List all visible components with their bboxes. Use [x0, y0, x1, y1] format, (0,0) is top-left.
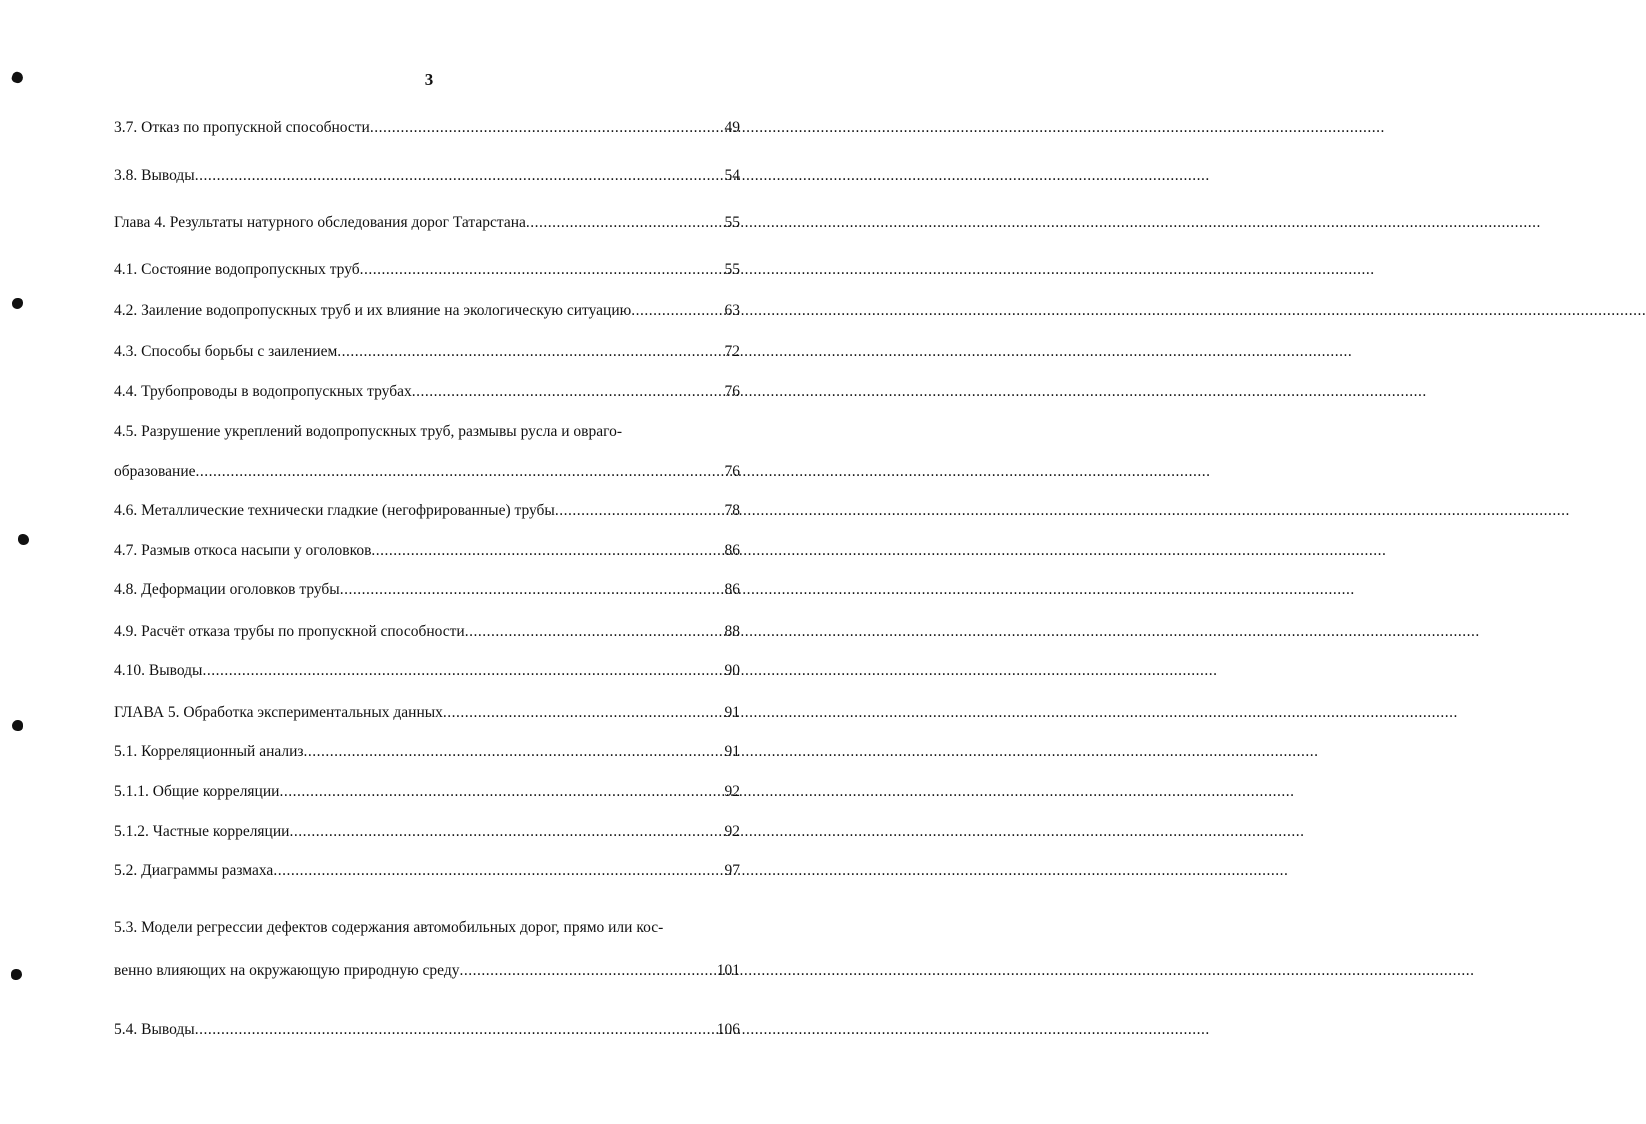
- toc-entry-page: 91: [724, 704, 740, 721]
- toc-leader-dots: [279, 782, 724, 802]
- toc-entry-title: 4.8. Деформации оголовков трубы: [114, 581, 340, 598]
- toc-entry-continuation: [114, 961, 740, 981]
- toc-entry-page: 54: [724, 167, 740, 184]
- toc-entry: [114, 861, 740, 881]
- toc-leader-dots: [459, 961, 716, 981]
- toc-entry: [114, 822, 740, 842]
- toc-leader-dots: [412, 382, 725, 402]
- toc-leader-dots: [195, 1020, 717, 1040]
- toc-entry-page: 97: [724, 862, 740, 879]
- toc-leader-dots: [202, 661, 724, 681]
- toc-entry: [114, 213, 740, 233]
- toc-leader-dots: [289, 822, 724, 842]
- toc-entry: [114, 918, 740, 938]
- toc-entry: [114, 301, 740, 321]
- toc-entry-title: 4.7. Размыв откоса насыпи у оголовков: [114, 542, 372, 559]
- toc-entry: [114, 118, 740, 138]
- toc-entry: [114, 580, 740, 600]
- toc-entry-title: 4.4. Трубопроводы в водопропускных трубах: [114, 383, 412, 400]
- toc-entry: [114, 260, 740, 280]
- toc-entry-page: 76: [724, 463, 740, 480]
- toc-leader-dots: [370, 118, 725, 138]
- binder-hole-mark: [11, 969, 22, 980]
- toc-entry-page: 49: [724, 119, 740, 136]
- toc-entry-page: 55: [724, 214, 740, 231]
- toc-entry-title: венно влияющих на окружающую природную среду: [114, 962, 460, 979]
- toc-entry: [114, 703, 740, 723]
- toc-entry-page: 86: [724, 581, 740, 598]
- toc-entry-title: 5.2. Диаграммы размаха: [114, 862, 274, 879]
- toc-entry-title: 4.9. Расчёт отказа трубы по пропускной способности: [114, 623, 465, 640]
- toc-entry-title: 5.1.2. Частные корреляции: [114, 823, 290, 840]
- toc-entry: [114, 1020, 740, 1040]
- toc-entry: [114, 166, 740, 186]
- toc-entry-title: 3.8. Выводы: [114, 167, 195, 184]
- toc-leader-dots: [337, 342, 724, 362]
- toc-entry: [114, 342, 740, 362]
- toc-entry-title: 4.5. Разрушение укреплений водопропускных труб, размывы русла и овраго-: [114, 423, 622, 440]
- toc-entry: [114, 782, 740, 802]
- toc-entry-page: 76: [724, 383, 740, 400]
- toc-entry: [114, 541, 740, 561]
- binder-hole-mark: [10, 70, 24, 84]
- toc-entry-title: 5.4. Выводы: [114, 1021, 195, 1038]
- toc-entry-title: 4.3. Способы борьбы с заилением: [114, 343, 338, 360]
- document-page: [0, 0, 798, 1124]
- toc-entry: [114, 661, 740, 681]
- toc-entry-page: 72: [724, 343, 740, 360]
- toc-entry-title: 4.6. Металлические технически гладкие (негофрированные) трубы: [114, 502, 555, 519]
- binder-hole-mark: [12, 298, 23, 309]
- toc-leader-dots: [465, 622, 725, 642]
- toc-entry: [114, 742, 740, 762]
- toc-entry-title: образование: [114, 463, 196, 480]
- toc-entry-title: 5.1. Корреляционный анализ: [114, 743, 304, 760]
- toc-entry-page: 101: [716, 962, 740, 979]
- toc-entry-title: 4.1. Состояние водопропускных труб: [114, 261, 360, 278]
- toc-leader-dots: [526, 213, 725, 233]
- binder-hole-mark: [18, 534, 29, 545]
- toc-leader-dots: [443, 703, 725, 723]
- toc-entry-page: 63: [724, 302, 740, 319]
- binder-hole-mark: [12, 720, 23, 731]
- toc-leader-dots: [360, 260, 725, 280]
- toc-leader-dots: [273, 861, 724, 881]
- toc-leader-dots: [195, 166, 725, 186]
- toc-entry-page: 92: [724, 823, 740, 840]
- toc-entry-page: 106: [716, 1021, 740, 1038]
- toc-entry-title: Глава 4. Результаты натурного обследования дорог Татарстана: [114, 214, 526, 231]
- toc-entry: [114, 622, 740, 642]
- toc-entry-title: 5.3. Модели регрессии дефектов содержания автомобильных дорог, прямо или кос-: [114, 919, 664, 936]
- toc-entry: [114, 501, 740, 521]
- toc-entry-title: 4.10. Выводы: [114, 662, 203, 679]
- toc-entry-page: 88: [724, 623, 740, 640]
- toc-entry-title: ГЛАВА 5. Обработка экспериментальных данных: [114, 704, 443, 721]
- toc-leader-dots: [631, 301, 724, 321]
- toc-entry: [114, 422, 740, 442]
- toc-entry-title: 3.7. Отказ по пропускной способности: [114, 119, 370, 136]
- toc-entry-title: 5.1.1. Общие корреляции: [114, 783, 280, 800]
- toc-entry-page: 90: [724, 662, 740, 679]
- toc-entry-page: 78: [724, 502, 740, 519]
- toc-entry-page: 91: [724, 743, 740, 760]
- toc-entry-continuation: [114, 462, 740, 482]
- toc-leader-dots: [340, 580, 725, 600]
- toc-leader-dots: [371, 541, 724, 561]
- toc-entry-page: 86: [724, 542, 740, 559]
- toc-entry: [114, 382, 740, 402]
- toc-leader-dots: [304, 742, 725, 762]
- toc-entry-page: 55: [724, 261, 740, 278]
- toc-entry-page: 92: [724, 783, 740, 800]
- toc-leader-dots: [196, 462, 725, 482]
- toc-leader-dots: [555, 501, 725, 521]
- page-number: 3: [424, 70, 434, 89]
- toc-entry-title: 4.2. Заиление водопропускных труб и их влияние на экологическую ситуацию: [114, 302, 632, 319]
